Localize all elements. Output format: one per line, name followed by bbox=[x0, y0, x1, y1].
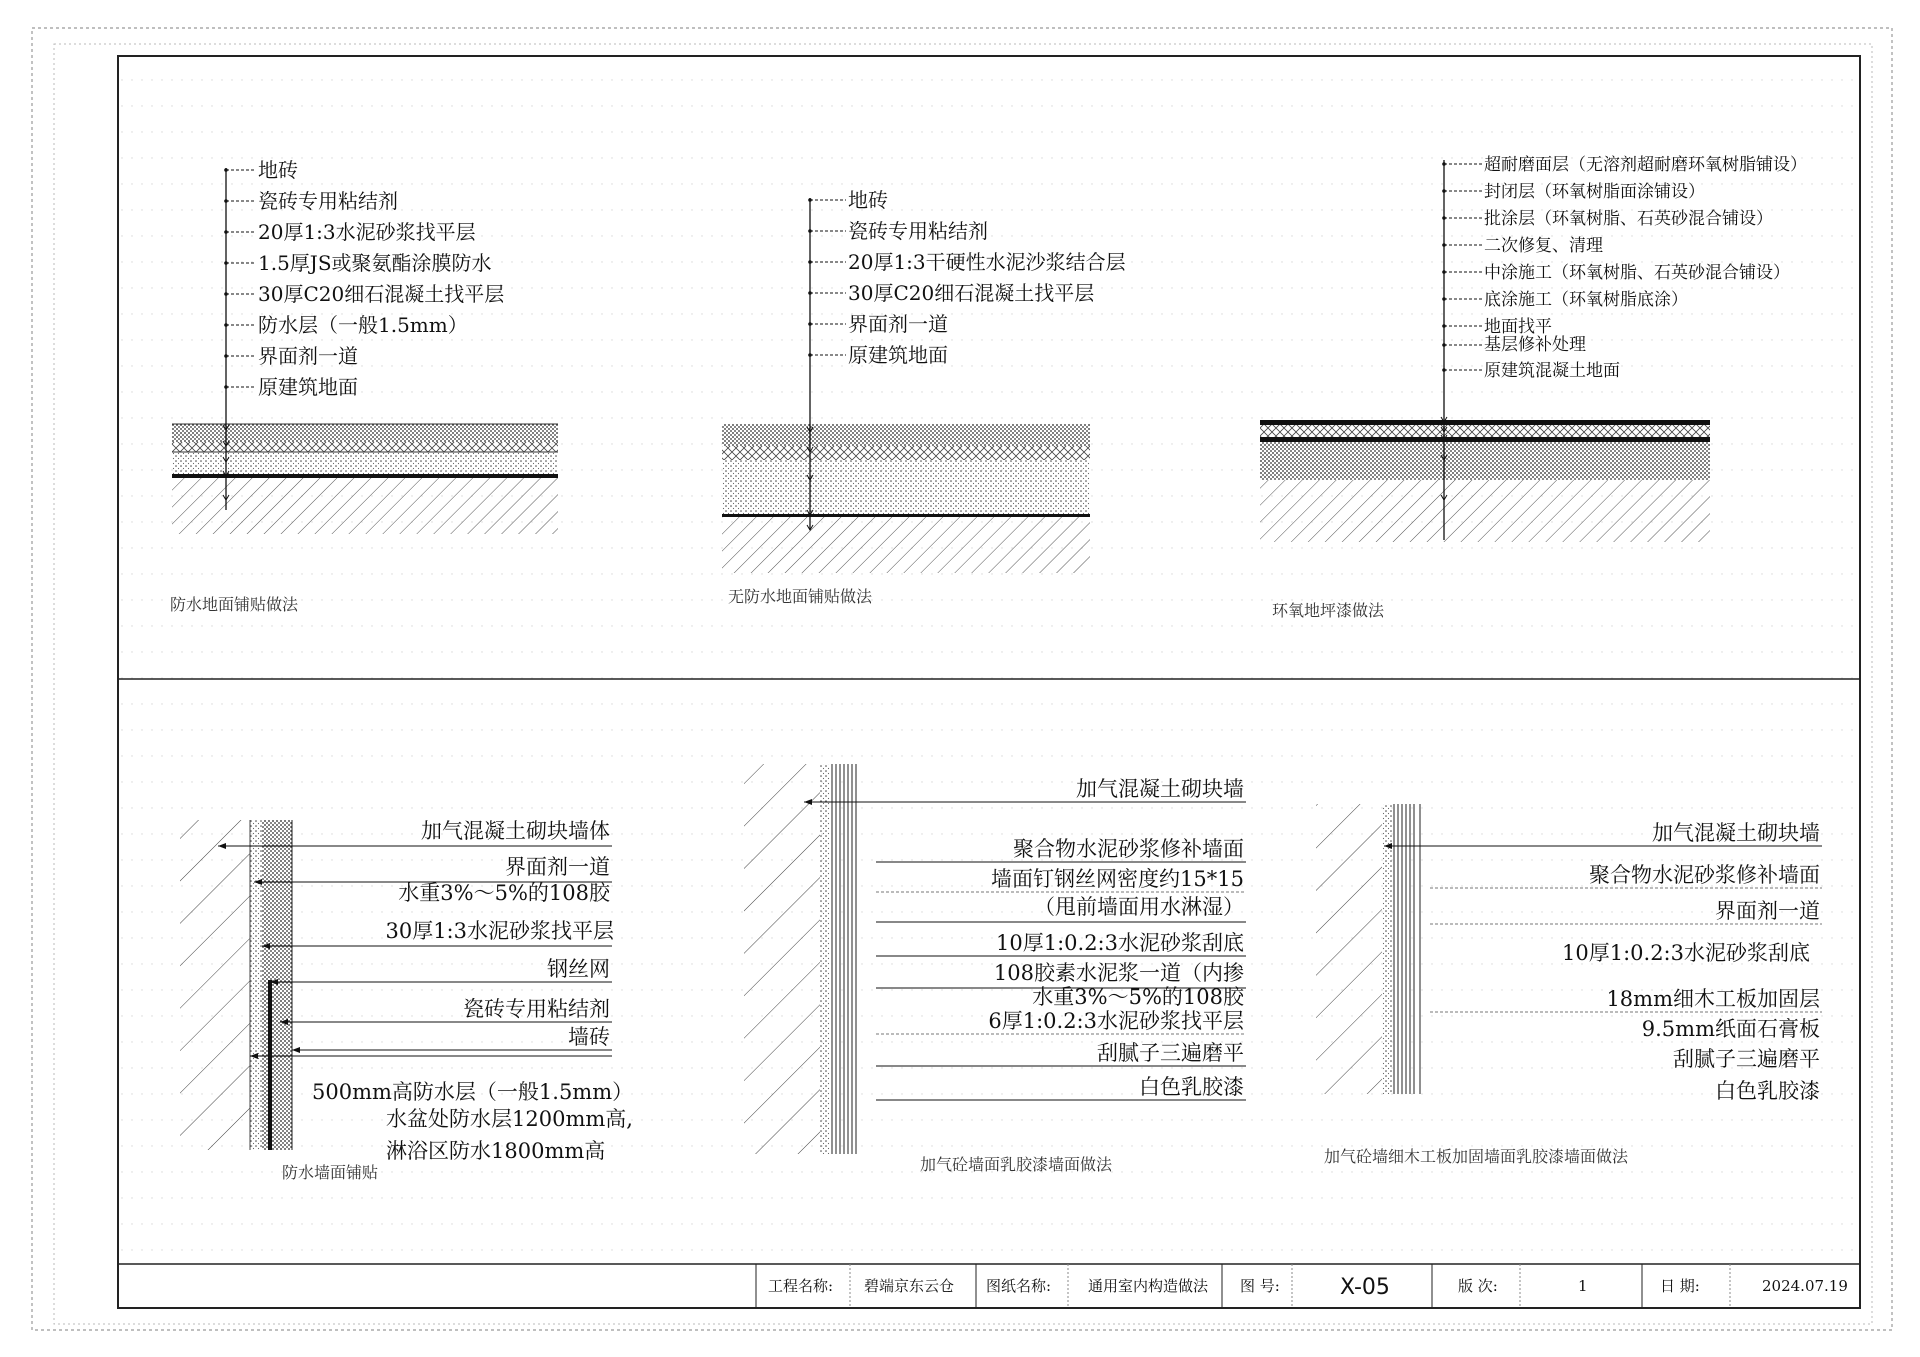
tr-label-3: 批涂层（环氧树脂、石英砂混合铺设） bbox=[1484, 209, 1773, 229]
layer-mortar bbox=[722, 446, 1090, 460]
leader-dot bbox=[808, 291, 812, 295]
leader-dot bbox=[224, 230, 228, 234]
tl-label-4: 1.5厚JS或聚氨酯涂膜防水 bbox=[258, 251, 492, 275]
leader-dot bbox=[1442, 216, 1446, 220]
bl-label-5: 钢丝网 bbox=[547, 957, 610, 981]
date-label: 日 期: bbox=[1660, 1277, 1700, 1295]
tr-label-2: 封闭层（环氧树脂面涂铺设） bbox=[1484, 182, 1705, 202]
caption-bottom-right: 加气砼墙细木工板加固墙面乳胶漆墙面做法 bbox=[1324, 1147, 1629, 1166]
bl-label-8: 500mm高防水层（一般1.5mm） bbox=[312, 1080, 634, 1104]
caption-top-right: 环氧地坪漆做法 bbox=[1272, 601, 1385, 620]
leader-dot bbox=[224, 323, 228, 327]
leader-dot bbox=[224, 354, 228, 358]
tm-label-2: 瓷砖专用粘结剂 bbox=[848, 219, 988, 243]
leader-dot bbox=[1442, 368, 1446, 372]
leader-dot bbox=[1442, 162, 1446, 166]
tm-label-6: 原建筑地面 bbox=[848, 343, 948, 367]
layer-topcoat bbox=[1260, 420, 1710, 425]
br-label-2: 聚合物水泥砂浆修补墙面 bbox=[1589, 863, 1820, 887]
bl-label-6: 瓷砖专用粘结剂 bbox=[463, 997, 610, 1021]
layer-mid-coat bbox=[1260, 442, 1710, 480]
bm-label-9: 刮腻子三遍磨平 bbox=[1097, 1041, 1244, 1065]
leader-dot bbox=[808, 229, 812, 233]
leader-dot bbox=[808, 353, 812, 357]
layer-membrane bbox=[172, 474, 558, 478]
leader-dot bbox=[808, 198, 812, 202]
bm-label-7: 水重3%～5%的108胶 bbox=[1032, 985, 1244, 1009]
project-label: 工程名称: bbox=[768, 1277, 834, 1295]
leader-dot bbox=[808, 260, 812, 264]
layer-concrete bbox=[722, 460, 1090, 514]
bl-label-1: 加气混凝土砌块墙体 bbox=[421, 819, 610, 843]
leader-dot bbox=[1442, 243, 1446, 247]
tl-label-3: 20厚1:3水泥砂浆找平层 bbox=[258, 220, 476, 244]
tr-label-7: 地面找平 bbox=[1484, 317, 1552, 337]
leader-dot bbox=[224, 261, 228, 265]
tr-label-4: 二次修复、清理 bbox=[1484, 236, 1603, 256]
tl-label-5: 30厚C20细石混凝土找平层 bbox=[258, 282, 505, 306]
caption-bottom-mid: 加气砼墙面乳胶漆墙面做法 bbox=[920, 1155, 1113, 1174]
layer-interface bbox=[722, 514, 1090, 517]
tm-label-3: 20厚1:3干硬性水泥沙浆结合层 bbox=[848, 250, 1126, 274]
layer-tile bbox=[722, 424, 1090, 446]
tr-label-1: 超耐磨面层（无溶剂超耐磨环氧树脂铺设） bbox=[1484, 155, 1807, 175]
bm-label-1: 加气混凝土砌块墙 bbox=[1076, 777, 1244, 801]
tm-label-5: 界面剂一道 bbox=[848, 312, 948, 336]
wall-tile-layers bbox=[262, 820, 292, 1150]
leader-dot bbox=[224, 292, 228, 296]
leader-dot bbox=[224, 199, 228, 203]
bl-label-10: 淋浴区防水1800mm高 bbox=[386, 1139, 606, 1163]
layer-seal bbox=[1260, 425, 1710, 437]
caption-bottom-left: 防水墙面铺贴 bbox=[282, 1163, 379, 1182]
bl-label-4: 30厚1:3水泥砂浆找平层 bbox=[385, 919, 614, 943]
bm-label-5: 10厚1:0.2:3水泥砂浆刮底 bbox=[996, 931, 1244, 955]
tr-label-5: 中涂施工（环氧树脂、石英砂混合铺设） bbox=[1484, 263, 1790, 283]
tl-label-7: 界面剂一道 bbox=[258, 344, 358, 368]
bl-label-3: 水重3%～5%的108胶 bbox=[398, 881, 610, 905]
bl-label-7: 墙砖 bbox=[568, 1025, 610, 1049]
layer-tile bbox=[172, 424, 558, 442]
wall-block bbox=[1316, 804, 1382, 1094]
wall-mortar bbox=[820, 764, 830, 1154]
project-value: 碧端京东云仓 bbox=[864, 1277, 955, 1295]
bm-label-4: （甩前墙面用水淋湿） bbox=[1034, 895, 1244, 919]
tm-label-1: 地砖 bbox=[848, 188, 888, 212]
leader-dot bbox=[1442, 343, 1446, 347]
leader-dot bbox=[1442, 189, 1446, 193]
wall-block bbox=[180, 820, 250, 1150]
layer-base bbox=[172, 478, 558, 534]
br-label-7: 刮腻子三遍磨平 bbox=[1673, 1047, 1820, 1071]
caption-top-left: 防水地面铺贴做法 bbox=[170, 595, 299, 614]
bl-label-9: 水盆处防水层1200mm高, bbox=[386, 1107, 633, 1131]
caption-top-mid: 无防水地面铺贴做法 bbox=[728, 587, 873, 606]
leader-dot bbox=[224, 385, 228, 389]
br-label-6: 9.5mm纸面石膏板 bbox=[1641, 1017, 1820, 1041]
tl-label-8: 原建筑地面 bbox=[258, 375, 358, 399]
bm-label-8: 6厚1:0.2:3水泥砂浆找平层 bbox=[988, 1009, 1244, 1033]
title-block bbox=[118, 1264, 1860, 1308]
version-label: 版 次: bbox=[1458, 1277, 1498, 1295]
leader-dot bbox=[1442, 324, 1446, 328]
bm-label-10: 白色乳胶漆 bbox=[1139, 1075, 1244, 1099]
tr-label-8: 基层修补处理 bbox=[1484, 335, 1586, 355]
tl-label-2: 瓷砖专用粘结剂 bbox=[258, 189, 398, 213]
tm-label-4: 30厚C20细石混凝土找平层 bbox=[848, 281, 1095, 305]
bm-label-3: 墙面钉钢丝网密度约15*15 bbox=[991, 867, 1244, 891]
version-value: 1 bbox=[1578, 1277, 1588, 1295]
wall-plaster bbox=[250, 820, 262, 1150]
layer-adhesive bbox=[172, 442, 558, 452]
layer-base bbox=[722, 517, 1090, 573]
br-label-3: 界面剂一道 bbox=[1715, 899, 1820, 923]
tr-label-9: 原建筑混凝土地面 bbox=[1484, 361, 1620, 381]
drawing-label: 图纸名称: bbox=[986, 1277, 1052, 1295]
wall-block bbox=[744, 764, 820, 1154]
bl-label-2: 界面剂一道 bbox=[505, 855, 610, 879]
br-label-4: 10厚1:0.2:3水泥砂浆刮底 bbox=[1562, 941, 1810, 965]
tl-label-1: 地砖 bbox=[258, 158, 298, 182]
leader-dot bbox=[1442, 270, 1446, 274]
bm-label-2: 聚合物水泥砂浆修补墙面 bbox=[1013, 837, 1244, 861]
number-value: X-05 bbox=[1340, 1275, 1390, 1300]
tl-label-6: 防水层（一般1.5mm） bbox=[258, 313, 468, 337]
leader-dot bbox=[808, 322, 812, 326]
number-label: 图 号: bbox=[1240, 1277, 1280, 1295]
tr-label-6: 底涂施工（环氧树脂底涂） bbox=[1484, 290, 1688, 310]
br-label-1: 加气混凝土砌块墙 bbox=[1652, 821, 1820, 845]
waterproof-layer bbox=[268, 980, 272, 1150]
bm-label-6: 108胶素水泥浆一道（内掺 bbox=[993, 961, 1244, 985]
date-value: 2024.07.19 bbox=[1762, 1277, 1848, 1295]
leader-dot bbox=[224, 168, 228, 172]
leader-dot bbox=[1442, 297, 1446, 301]
layer-screed bbox=[172, 452, 558, 474]
br-label-5: 18mm细木工板加固层 bbox=[1606, 987, 1820, 1011]
layer-screed-coat bbox=[1260, 437, 1710, 442]
layer-base bbox=[1260, 480, 1710, 542]
drawing-value: 通用室内构造做法 bbox=[1088, 1277, 1209, 1295]
br-label-8: 白色乳胶漆 bbox=[1715, 1079, 1820, 1103]
